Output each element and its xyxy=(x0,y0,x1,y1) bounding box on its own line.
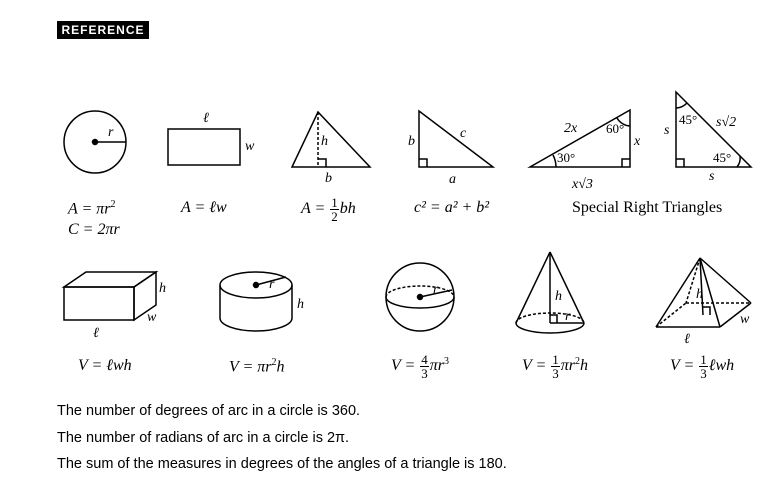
short-leg-x-label: x xyxy=(634,134,641,149)
pyramid-length-label: ℓ xyxy=(684,332,690,347)
leg-s-left-label: s xyxy=(664,123,670,138)
hypotenuse-2x-label: 2x xyxy=(564,121,578,136)
box-width-label: w xyxy=(147,310,157,325)
pyramid-figure xyxy=(656,258,751,347)
rectangle-area-formula: A = ℓw xyxy=(181,199,227,216)
angle-30-label: 30° xyxy=(557,150,576,165)
cylinder-radius-label: r xyxy=(269,277,275,292)
angle-45-right-label: 45° xyxy=(713,150,732,165)
triangle-base-label: b xyxy=(325,171,332,186)
sphere-figure xyxy=(386,263,454,331)
triangle-area-formula: A = $\frac{1}{2}$ bh xyxy=(301,195,356,224)
note-degrees: The number of degrees of arc in a circle is 360. xyxy=(57,403,361,419)
cone-height-label: h xyxy=(555,289,562,304)
hypotenuse-s-root2-label: s√2 xyxy=(716,115,737,130)
triangle-30-60-90-figure xyxy=(530,110,641,192)
note-triangle-sum: The sum of the measures in degrees of the angles of a triangle is 180. xyxy=(57,456,507,472)
reference-badge: REFERENCE xyxy=(57,21,149,39)
note-radians: The number of radians of arc in a circle is 2π. xyxy=(57,430,350,446)
rectangle-figure xyxy=(168,111,255,165)
triangle-figure xyxy=(292,112,370,186)
box-volume-formula: V = ℓwh xyxy=(78,357,132,374)
rectangle-length-label: ℓ xyxy=(203,111,209,126)
right-triangle-b-label: b xyxy=(408,134,415,149)
box-height-label: h xyxy=(159,281,166,296)
circle-figure xyxy=(64,111,126,173)
circle-radius-label: r xyxy=(108,125,114,140)
pyramid-width-label: w xyxy=(740,312,750,327)
angle-45-top-label: 45° xyxy=(679,112,698,127)
box-figure xyxy=(64,272,166,341)
sphere-radius-label: r xyxy=(433,282,439,297)
pyramid-height-label: h xyxy=(696,287,703,302)
cone-volume-formula: V = $\frac{1}{3}$ $\pi r^2h$ xyxy=(522,352,589,381)
box-length-label: ℓ xyxy=(93,326,99,341)
cylinder-figure xyxy=(220,272,304,331)
pyramid-volume-formula: V = $\frac{1}{3}$ ℓwh xyxy=(670,352,735,381)
right-triangle-a-label: a xyxy=(449,172,456,187)
leg-s-bottom-label: s xyxy=(709,169,715,184)
cone-radius-label: r xyxy=(565,309,571,324)
cone-figure xyxy=(516,252,584,333)
triangle-45-45-90-figure xyxy=(664,92,751,184)
circle-area-formula: $A = \pi r^2$ xyxy=(68,199,116,218)
right-triangle-figure xyxy=(408,111,493,187)
sphere-volume-formula: V = $\frac{4}{3}$ $\pi r^3$ xyxy=(391,352,450,381)
rectangle-width-label: w xyxy=(245,139,255,154)
cylinder-height-label: h xyxy=(297,297,304,312)
circle-circumference-formula: C = 2πr xyxy=(68,221,120,238)
triangle-height-label: h xyxy=(321,134,328,149)
right-triangle-c-label: c xyxy=(460,126,467,141)
angle-60-label: 60° xyxy=(606,121,625,136)
pythagorean-formula: c² = a² + b² xyxy=(414,199,490,216)
long-leg-label: x√3 xyxy=(572,177,593,192)
special-right-triangles-caption: Special Right Triangles xyxy=(572,199,723,216)
cylinder-volume-formula: $V = \pi r^2h$ xyxy=(229,357,285,376)
